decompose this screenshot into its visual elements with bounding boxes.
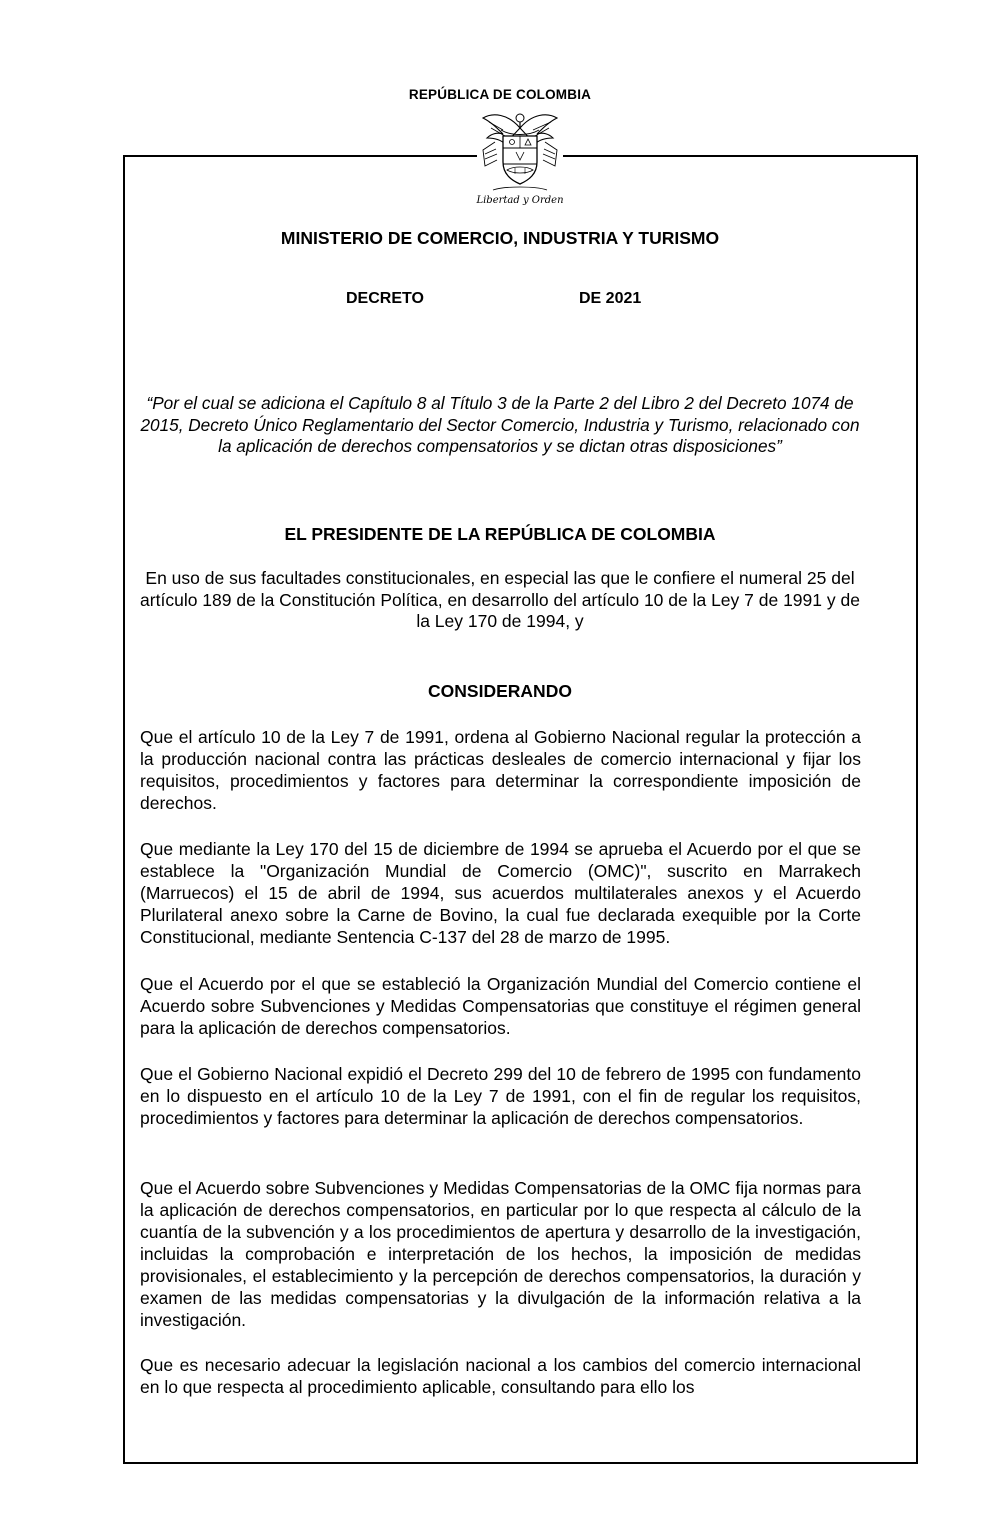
- frame-left: [123, 155, 125, 1464]
- country-title: REPÚBLICA DE COLOMBIA: [408, 87, 592, 102]
- frame-right: [916, 155, 918, 1464]
- considering-paragraph: Que es necesario adecuar la legislación nacional a los cambios del comercio internacional en lo que respecta al procedimiento aplicable, consultando para ello los: [140, 1355, 861, 1397]
- president-heading: EL PRESIDENTE DE LA REPÚBLICA DE COLOMBIA: [284, 524, 716, 544]
- considering-paragraph: Que el artículo 10 de la Ley 7 de 1991, ordena al Gobierno Nacional regular la protección a la producción nacional contra las prácticas desleales de comercio internacional y fijar los requisitos, procedimientos y factores para determinar la correspondiente imposición de derechos.: [140, 727, 861, 813]
- frame-top-right: [563, 155, 918, 157]
- considering-heading: CONSIDERANDO: [428, 681, 572, 701]
- powers-paragraph: En uso de sus facultades constitucionales, en especial las que le confiere el numeral 25 del artículo 189 de la Constitución Política, en desarrollo del artículo 10 de la Ley 7 de 1991 y de la Ley 170 de 1994, y: [140, 568, 860, 632]
- decree-label: DECRETO: [346, 290, 424, 307]
- frame-top-left: [123, 155, 477, 157]
- considering-paragraph: Que el Acuerdo sobre Subvenciones y Medidas Compensatorias de la OMC fija normas para la aplicación de derechos compensatorios, en particular por lo que respecta al cálculo de la cuantía de la subvención y a los procedimientos de apertura y desarrollo de la investigación, incluidas la comprobación e interpretación de los hechos, la imposición de medidas provisionales, el establecimiento y la percepción de derechos compensatorios, la duración y examen de las medidas compensatorias y la divulgación de la información relativa a la investigación.: [140, 1178, 861, 1330]
- decree-year: DE 2021: [579, 290, 642, 307]
- ministry-title: MINISTERIO DE COMERCIO, INDUSTRIA Y TURISMO: [280, 228, 720, 248]
- epigraph: “Por el cual se adiciona el Capítulo 8 al Título 3 de la Parte 2 del Libro 2 del Decreto 1074 de 2015, Decreto Único Reglamentario del Sector Comercio, Industria y Turismo, relacionado con la aplicación de derechos compensatorios y se dictan otras disposiciones”: [140, 393, 860, 457]
- motto: Libertad y Orden: [476, 195, 564, 206]
- considering-paragraph: Que mediante la Ley 170 del 15 de diciembre de 1994 se aprueba el Acuerdo por el que se establece la "Organización Mundial de Comercio (OMC)", suscrito en Marrakech (Marruecos) el 15 de abril de 1994, sus acuerdos multilaterales anexos y el Acuerdo Plurilateral anexo sobre la Carne de Bovino, la cual fue declarada exequible por la Corte Constitucional, mediante Sentencia C-137 del 28 de marzo de 1995.: [140, 839, 861, 947]
- considering-paragraph: Que el Acuerdo por el que se estableció la Organización Mundial del Comercio contiene el Acuerdo sobre Subvenciones y Medidas Compensatorias que constituye el régimen general para la aplicación de derechos compensatorios.: [140, 974, 861, 1038]
- considering-paragraph: Que el Gobierno Nacional expidió el Decreto 299 del 10 de febrero de 1995 con fundamento en lo dispuesto en el artículo 10 de la Ley 7 de 1991, con el fin de regular los requisitos, procedimientos y factores para determinar la aplicación de derechos compensatorios.: [140, 1064, 861, 1128]
- frame-bottom: [123, 1462, 918, 1464]
